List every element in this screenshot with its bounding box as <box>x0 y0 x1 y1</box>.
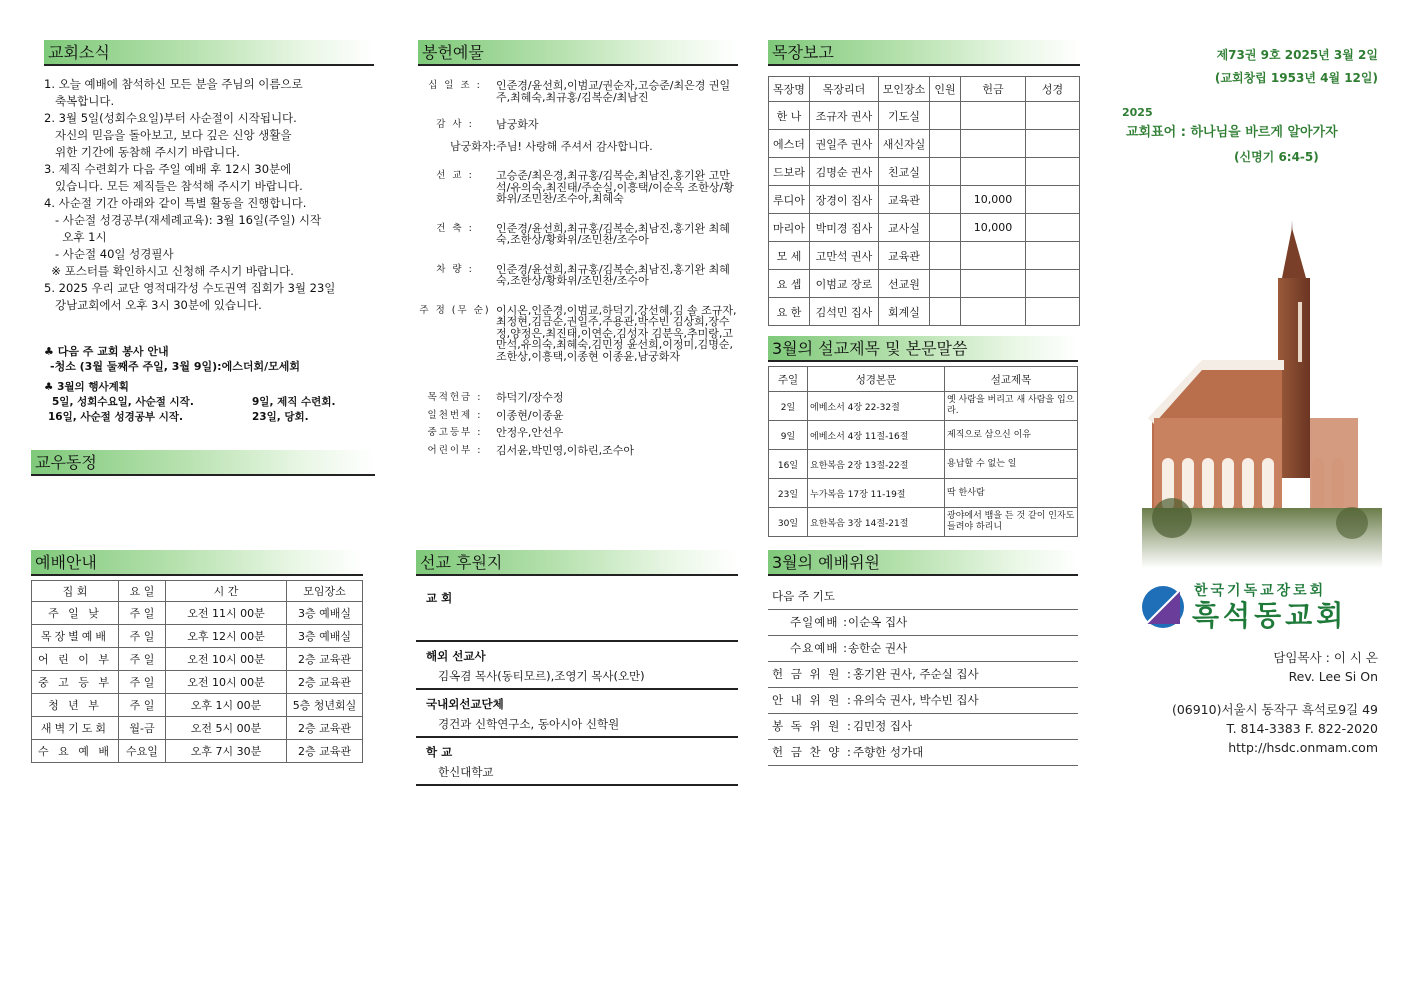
sermon-row <box>769 479 1078 508</box>
parish-cell <box>961 298 1026 326</box>
news-item: 5. 2025 우리 교단 영적대각성 수도권역 집회가 3월 23일 <box>44 281 336 295</box>
parish-cell <box>1026 298 1080 326</box>
founded-line: (교회창립 1953년 4월 12일) <box>1214 71 1378 85</box>
mission-heading: 해외 선교사 <box>426 649 486 663</box>
parish-cell <box>961 102 1026 130</box>
event-left: 16일, 사순절 성경공부 시작. <box>48 411 183 423</box>
news-item: 2. 3월 5일(성회수요일)부터 사순절이 시작됩니다. <box>44 111 297 125</box>
mission-body <box>416 606 738 640</box>
parish-cell: 새신자실 <box>879 130 930 158</box>
offering-label: 어린이부 : <box>427 444 483 456</box>
parish-cell: 조규자 권사 <box>810 102 879 130</box>
parish-cell <box>961 270 1026 298</box>
service-line: -청소 (3월 둘째주 주일, 3월 9일):에스더회/모세회 <box>50 360 300 373</box>
worship-cell: 오전 5시 00분 <box>166 717 287 740</box>
offering-label: 목적헌금 : <box>427 392 483 403</box>
worship-cell: 주 일 <box>119 648 166 671</box>
news-item: 1. 오늘 예배에 참석하신 모든 분을 주님의 이름으로 <box>44 77 303 91</box>
parish-cell: 장경이 집사 <box>810 186 879 214</box>
parish-cell: 회계실 <box>879 298 930 326</box>
offering-note: 남궁화자:주님! 사랑해 주셔서 감사합니다. <box>450 139 653 153</box>
sermon-passage: 요한복음 3장 14절-21절 <box>808 508 945 537</box>
news-item: 있습니다. 모든 제직들은 참석해 주시기 바랍니다. <box>44 179 303 193</box>
mission-heading: 학 교 <box>426 745 453 759</box>
news-item: 오후 1시 <box>44 230 107 244</box>
news-item: 위한 기간에 동참해 주시기 바랍니다. <box>44 145 240 159</box>
committee-value: 김민정 집사 <box>852 719 913 733</box>
offering-row <box>418 119 738 131</box>
parish-cell: 모 세 <box>769 242 810 270</box>
worship-cell: 오후 12시 00분 <box>166 625 287 648</box>
event-right: 23일, 당회. <box>252 411 309 423</box>
parish-row <box>769 158 1080 186</box>
parish-cell <box>1026 102 1080 130</box>
offering-label: 십 일 조 : <box>428 80 482 91</box>
parish-cell <box>930 102 961 130</box>
parish-cell: 한 나 <box>769 102 810 130</box>
committee-value: 주향한 성가대 <box>852 745 924 759</box>
offering-row <box>418 410 738 422</box>
committee-row <box>768 740 1078 766</box>
parish-cell <box>930 130 961 158</box>
parish-cell: 10,000 <box>961 186 1026 214</box>
church-logo <box>1140 580 1378 636</box>
parish-cell: 마리아 <box>769 214 810 242</box>
offering-row <box>418 445 738 457</box>
parish-cell <box>1026 270 1080 298</box>
worship-row <box>32 671 363 694</box>
committee-value: 송한순 권사 <box>847 641 908 655</box>
committee-label: 헌 금 위 원 : <box>772 667 853 681</box>
parish-cell <box>961 242 1026 270</box>
sermon-title: 광야에서 뱀을 든 것 같이 인자도 들려야 하리니 <box>945 508 1078 537</box>
offering-names: 안정우,안선우 <box>496 426 564 439</box>
mission-section <box>416 576 738 642</box>
worship-cell: 수 요 예 배 <box>32 740 119 763</box>
parish-col-header: 헌금 <box>961 77 1026 102</box>
offering-label: 감 사 : <box>436 119 474 130</box>
parish-cell <box>961 130 1026 158</box>
event-row <box>44 410 374 425</box>
parish-cell: 친교실 <box>879 158 930 186</box>
worship-cell: 주 일 <box>119 602 166 625</box>
worship-cell: 주 일 낮 <box>32 602 119 625</box>
parish-cell: 이범교 장로 <box>810 270 879 298</box>
worship-cell: 2층 교육관 <box>287 671 363 694</box>
worship-cell: 주 일 <box>119 694 166 717</box>
offering-names: 이종현/이종윤 <box>496 408 564 422</box>
parish-cell: 요 한 <box>769 298 810 326</box>
worship-cell: 오전 10시 00분 <box>166 671 287 694</box>
worship-cell: 오후 1시 00분 <box>166 694 287 717</box>
parish-cell: 드보라 <box>769 158 810 186</box>
prayer-head: 다음 주 기도 <box>768 584 1078 610</box>
worship-cell: 오전 11시 00분 <box>166 602 287 625</box>
mission-list <box>416 576 738 786</box>
issue-line: 제73권 9호 2025년 3월 2일 <box>1216 48 1378 62</box>
worship-cell: 목장별예배 <box>32 625 119 648</box>
committee-row <box>768 714 1078 740</box>
mission-section <box>416 642 738 690</box>
news-item: ※ 포스터를 확인하시고 신청해 주시기 바랍니다. <box>44 264 294 278</box>
committee-row <box>768 610 1078 636</box>
parish-cell <box>930 298 961 326</box>
offering-row <box>418 305 738 363</box>
worship-row <box>32 694 363 717</box>
parish-row <box>769 242 1080 270</box>
sermons-header: 3월의 설교제목 및 본문말씀 <box>768 336 1078 362</box>
mission-body: 경건과 신학연구소, 동아시아 신학원 <box>438 717 620 731</box>
parish-row <box>769 298 1080 326</box>
news-item: 3. 제직 수련회가 다음 주일 예배 후 12시 30분에 <box>44 162 292 176</box>
committee-row <box>768 688 1078 714</box>
logo-emblem-icon <box>1140 584 1186 630</box>
parish-cell: 박미경 집사 <box>810 214 879 242</box>
news-item: 축복합니다. <box>44 94 115 108</box>
parish-row <box>769 130 1080 158</box>
committee-row <box>768 636 1078 662</box>
offering-label: 중고등부 : <box>427 427 483 438</box>
sermon-date: 9일 <box>769 421 808 450</box>
sermons-table <box>768 366 1078 537</box>
parish-col-header: 목장리더 <box>810 77 879 102</box>
cover <box>1100 40 1378 755</box>
event-right: 9일, 제직 수련회. <box>252 396 336 408</box>
events-title: ♣ 3월의 행사계획 <box>44 381 129 393</box>
offering-label: 일천번제 : <box>427 409 483 421</box>
worship-cell: 수요일 <box>119 740 166 763</box>
service-title: ♣ 다음 주 교회 봉사 안내 <box>44 345 169 358</box>
offering-names: 김서윤,박민영,이하린,조수아 <box>496 443 635 457</box>
committee-value: 홍기완 권사, 주순실 집사 <box>852 667 979 681</box>
year-label: 2025 <box>1122 106 1153 119</box>
event-row <box>44 395 374 410</box>
sermon-title: 딱 한사람 <box>945 479 1078 508</box>
committee-value: 유의숙 권사, 박수빈 집사 <box>852 693 979 707</box>
committee-label: 헌 금 찬 양 : <box>772 745 853 759</box>
sermon-passage: 누가복음 17장 11-19절 <box>808 479 945 508</box>
parish-row <box>769 214 1080 242</box>
verse-line: (신명기 6:4-5) <box>1234 150 1319 164</box>
parish-col-header: 성경 <box>1026 77 1080 102</box>
worship-row <box>32 717 363 740</box>
committee-row <box>768 662 1078 688</box>
parish-header: 목장보고 <box>768 40 1080 66</box>
offering-label: 건 축 : <box>436 222 474 234</box>
parish-table <box>768 76 1080 326</box>
address: (06910)서울시 동작구 흑석로9길 49 <box>1171 702 1378 717</box>
parish-cell <box>1026 130 1080 158</box>
news-item: 자신의 믿음을 돌아보고, 보다 깊은 신앙 생활을 <box>44 128 292 142</box>
sermon-title: 제직으로 삼으신 이유 <box>945 421 1078 450</box>
offering-names: 인준경/윤선희,이범교/권순자,고승준/최은경 권일주,최혜숙,최규홍/김복순/최남진 <box>496 79 731 104</box>
worship-header: 예배안내 <box>31 550 363 576</box>
offering-label: 주 정 (무 순) <box>419 304 491 316</box>
parish-col-header: 인원 <box>930 77 961 102</box>
parish-row <box>769 102 1080 130</box>
offering-names: 하덕기/장수정 <box>496 391 564 404</box>
committee-list <box>768 610 1078 766</box>
worship-cell: 오전 10시 00분 <box>166 648 287 671</box>
parish-cell <box>961 158 1026 186</box>
sermon-col-header: 주일 <box>769 367 808 392</box>
parish-cell: 루디아 <box>769 186 810 214</box>
news-item: - 사순절 40일 성경필사 <box>44 247 174 261</box>
parish-cell: 교사실 <box>879 214 930 242</box>
worship-cell: 2층 교육관 <box>287 740 363 763</box>
sermon-col-header: 설교제목 <box>945 367 1078 392</box>
offering-names: 고승준/최은경,최규홍/김복순,최남진,홍기완 고만석/유의숙,최진태/주순실,이흥택/이순옥 조한상/황화위/조민찬/조수아,최혜숙 <box>496 169 734 205</box>
sermon-date: 30일 <box>769 508 808 537</box>
worship-row <box>32 625 363 648</box>
worship-cell: 새벽기도회 <box>32 717 119 740</box>
phone: T. 814-3383 F. 822-2020 <box>1226 721 1378 736</box>
sermon-col-header: 성경본문 <box>808 367 945 392</box>
mission-section <box>416 738 738 786</box>
parish-cell <box>1026 158 1080 186</box>
column-3 <box>768 40 1080 326</box>
mission-heading: 교 회 <box>426 591 453 605</box>
parish-cell <box>930 242 961 270</box>
worship-cell: 3층 예배실 <box>287 602 363 625</box>
sermon-row <box>769 421 1078 450</box>
worship-cell: 어 린 이 부 <box>32 648 119 671</box>
offering-row <box>418 141 738 153</box>
church-name: 흑석동교회 <box>1192 599 1348 632</box>
parish-cell <box>930 158 961 186</box>
worship-table <box>31 580 363 763</box>
worship-col-header: 모임장소 <box>287 581 363 602</box>
worship-cell: 오후 7시 30분 <box>166 740 287 763</box>
offering-row <box>418 427 738 439</box>
committee-label: 주일예배 : <box>790 615 848 629</box>
parish-cell <box>1026 242 1080 270</box>
sermon-passage: 에베소서 4장 11절-16절 <box>808 421 945 450</box>
sermon-passage: 에베소서 4장 22-32절 <box>808 392 945 421</box>
worship-row <box>32 648 363 671</box>
offering-row <box>418 392 738 404</box>
column-1 <box>44 40 374 425</box>
parish-cell: 교육관 <box>879 242 930 270</box>
parish-cell: 에스더 <box>769 130 810 158</box>
parish-cell: 김명순 권사 <box>810 158 879 186</box>
sermon-date: 16일 <box>769 450 808 479</box>
worship-cell: 청 년 부 <box>32 694 119 717</box>
worship-row <box>32 602 363 625</box>
worship-cell: 5층 청년회실 <box>287 694 363 717</box>
sermon-title: 용납할 수 없는 일 <box>945 450 1078 479</box>
column-2 <box>418 40 738 456</box>
parish-cell: 요 셉 <box>769 270 810 298</box>
offering-label: 선 교 : <box>436 170 474 181</box>
worship-cell: 월-금 <box>119 717 166 740</box>
event-left: 5일, 성회수요일, 사순절 시작. <box>52 396 194 408</box>
parish-cell <box>930 186 961 214</box>
offering-row <box>418 170 738 205</box>
offering-label: 차 량 : <box>436 263 474 275</box>
sermon-row <box>769 450 1078 479</box>
parish-cell <box>930 270 961 298</box>
sermon-date: 2일 <box>769 392 808 421</box>
offering-row <box>418 223 738 246</box>
worship-cell: 주 일 <box>119 671 166 694</box>
offering-list <box>418 80 738 456</box>
committee-label: 수요예배 : <box>790 641 848 655</box>
sermon-date: 23일 <box>769 479 808 508</box>
denomination-name: 한국기독교장로회 <box>1194 583 1327 599</box>
pastor-en: Rev. Lee Si On <box>1288 669 1378 684</box>
offering-names: 남궁화자 <box>496 118 539 131</box>
offering-names: 인준경/윤선희,최규홍/김복순,최남진,홍기완 최혜숙,조한상/황화위/조민찬/조수아 <box>496 262 730 287</box>
offering-row <box>418 264 738 287</box>
news-item: - 사순절 성경공부(재세례교육): 3월 16일(주일) 시작 <box>44 213 322 227</box>
members-header: 교우동정 <box>31 450 375 476</box>
parish-cell: 기도실 <box>879 102 930 130</box>
worship-col-header: 요 일 <box>119 581 166 602</box>
website: http://hsdc.onmam.com <box>1228 740 1378 755</box>
parish-cell: 고만석 권사 <box>810 242 879 270</box>
committee-label: 안 내 위 원 : <box>772 693 853 707</box>
parish-col-header: 목장명 <box>769 77 810 102</box>
committee-value: 이순옥 집사 <box>847 615 908 629</box>
offering-names: 인준경/윤선희,최규홍/김복순,최남진,홍기완 최혜숙,조한상/황화위/조민찬/조수아 <box>496 221 730 246</box>
worship-cell: 2층 교육관 <box>287 717 363 740</box>
mission-heading: 국내외선교단체 <box>426 697 504 711</box>
worship-col-header: 시 간 <box>166 581 287 602</box>
mission-body: 한신대학교 <box>438 765 494 779</box>
offering-names: 이시온,인준경,이범교,하덕기,강선혜,김 솔 조규자,최정현,김금순,권일주,주용관,박수빈 김상희,장수정,양정은,최진태,이연순,김성자 김분옥,추미랑,고만석,유의숙,최혜숙,김민정 윤선희,이정미,김명순,조한상,이흥택,이종현 이종윤,남궁화자 <box>496 303 737 363</box>
offering-row <box>418 80 738 103</box>
mission-body: 김옥겸 목사(동티모르),조영기 목사(오만) <box>438 669 645 683</box>
motto-line: 교회표어 : 하나님을 바르게 알아가자 <box>1126 125 1338 140</box>
parish-cell: 선교원 <box>879 270 930 298</box>
worship-col-header: 집 회 <box>32 581 119 602</box>
sermon-row <box>769 508 1078 537</box>
news-list <box>44 76 374 314</box>
worship-cell: 주 일 <box>119 625 166 648</box>
parish-row <box>769 270 1080 298</box>
parish-col-header: 모인장소 <box>879 77 930 102</box>
worship-row <box>32 740 363 763</box>
sermon-row <box>769 392 1078 421</box>
parish-cell: 김석민 집사 <box>810 298 879 326</box>
mission-section <box>416 690 738 738</box>
worship-cell: 2층 교육관 <box>287 648 363 671</box>
worship-cell: 중 고 등 부 <box>32 671 119 694</box>
news-item: 4. 사순절 기간 아래와 같이 특별 활동을 진행합니다. <box>44 196 307 210</box>
offering-header: 봉헌예물 <box>418 40 738 66</box>
worship-cell: 3층 예배실 <box>287 625 363 648</box>
news-item: 강남교회에서 오후 3시 30분에 있습니다. <box>44 298 262 312</box>
news-header: 교회소식 <box>44 40 374 66</box>
parish-cell: 권일주 권사 <box>810 130 879 158</box>
parish-cell: 10,000 <box>961 214 1026 242</box>
parish-cell <box>930 214 961 242</box>
parish-row <box>769 186 1080 214</box>
sermon-passage: 요한복음 2장 13절-22절 <box>808 450 945 479</box>
committee-header: 3월의 예배위원 <box>768 550 1078 576</box>
pastor-ko: 담임목사 : 이 시 온 <box>1273 650 1378 665</box>
church-image <box>1142 218 1382 568</box>
parish-cell <box>1026 186 1080 214</box>
parish-cell: 교육관 <box>879 186 930 214</box>
sermon-title: 옛 사람을 버리고 새 사람을 입으라. <box>945 392 1078 421</box>
committee-label: 봉 독 위 원 : <box>772 719 853 733</box>
mission-header: 선교 후원지 <box>416 550 738 576</box>
parish-cell <box>1026 214 1080 242</box>
